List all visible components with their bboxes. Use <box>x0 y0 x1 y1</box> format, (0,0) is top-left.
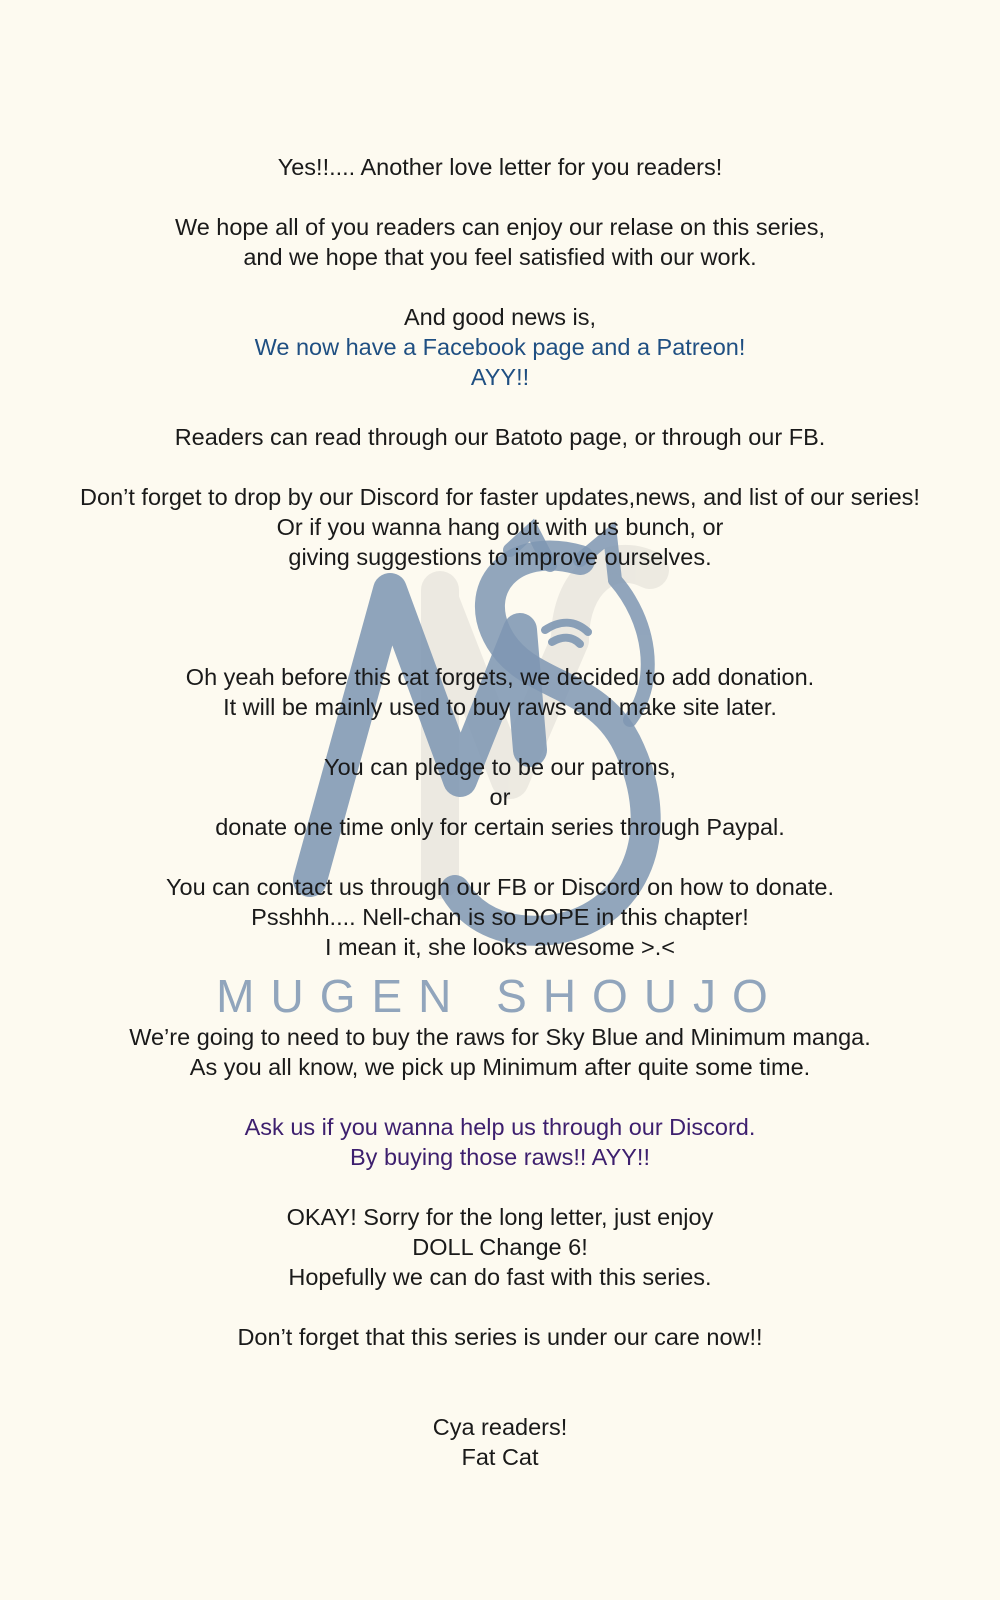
letter-line: Or if you wanna hang out with us bunch, or <box>276 514 724 540</box>
blank-line <box>0 1382 1000 1412</box>
letter-line: We now have a Facebook page and a Patreon! <box>254 334 746 360</box>
blank-line <box>0 962 1000 992</box>
blank-line <box>0 842 1000 872</box>
letter-line: Don’t forget to drop by our Discord for faster updates,news, and list of our series! <box>80 484 920 510</box>
letter-line: Yes!!.... Another love letter for you readers! <box>277 154 723 180</box>
letter-line: We hope all of you readers can enjoy our relase on this series, <box>174 214 826 240</box>
letter-line: Readers can read through our Batoto page, or through our FB. <box>174 424 826 450</box>
letter-line: giving suggestions to improve ourselves. <box>288 544 712 570</box>
letter-line: Psshhh.... Nell-chan is so DOPE in this chapter! <box>251 904 749 930</box>
blank-line <box>0 992 1000 1022</box>
letter-line: And good news is, <box>403 304 597 330</box>
letter-line: AYY!! <box>470 364 530 390</box>
letter-line: OKAY! Sorry for the long letter, just enjoy <box>286 1204 714 1230</box>
letter-line: We’re going to need to buy the raws for Sky Blue and Minimum manga. <box>129 1024 871 1050</box>
letter-line: Hopefully we can do fast with this series. <box>288 1264 712 1290</box>
letter-line: Oh yeah before this cat forgets, we decided to add donation. <box>185 664 815 690</box>
letter-line: You can contact us through our FB or Discord on how to donate. <box>166 874 834 900</box>
letter-line: donate one time only for certain series through Paypal. <box>215 814 785 840</box>
letter-body <box>0 152 1000 1472</box>
letter-line: By buying those raws!! AYY!! <box>350 1144 650 1170</box>
blank-line <box>0 1352 1000 1382</box>
blank-line <box>0 1292 1000 1322</box>
blank-line <box>0 392 1000 422</box>
letter-line: Fat Cat <box>461 1444 539 1470</box>
letter-line: Cya readers! <box>432 1414 568 1440</box>
blank-line <box>0 452 1000 482</box>
letter-line: DOLL Change 6! <box>412 1234 588 1260</box>
blank-line <box>0 182 1000 212</box>
blank-line <box>0 272 1000 302</box>
letter-line: and we hope that you feel satisfied with our work. <box>243 244 757 270</box>
letter-line: Don’t forget that this series is under our care now!! <box>237 1324 763 1350</box>
logo-text: MUGEN SHOUJO <box>216 970 784 1022</box>
letter-line: As you all know, we pick up Minimum after quite some time. <box>189 1054 811 1080</box>
letter-line: It will be mainly used to buy raws and make site later. <box>223 694 777 720</box>
letter-line: You can pledge to be our patrons, <box>324 754 676 780</box>
blank-line <box>0 722 1000 752</box>
blank-line <box>0 572 1000 602</box>
blank-line <box>0 632 1000 662</box>
blank-line <box>0 602 1000 632</box>
letter-line: I mean it, she looks awesome >.< <box>324 934 676 960</box>
letter-line: or <box>489 784 511 810</box>
letter-line: Ask us if you wanna help us through our Discord. <box>244 1114 756 1140</box>
blank-line <box>0 1172 1000 1202</box>
blank-line <box>0 1082 1000 1112</box>
